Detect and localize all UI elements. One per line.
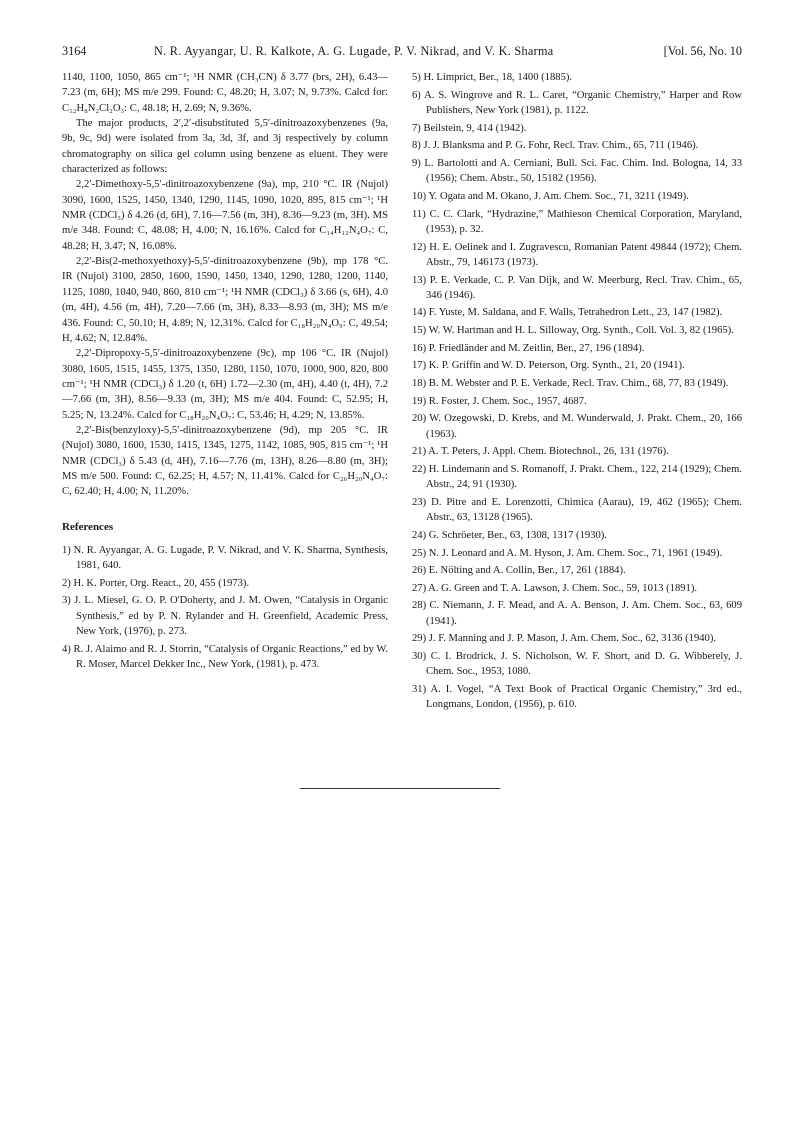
compound-9c-paragraph: 2,2′-Dipropoxy-5,5′-dinitroazoxybenzene (9c), mp 106 °C. IR (Nujol) 3080, 1605, 1515, 1455, 1375, 1350, 1280, 1150, 1070, 1000, 900, 820, 800 cm⁻¹; ¹H NMR (CDCl₃) δ 1.20 (t, 6H) 1.72—2.30 (m, 4H), 4.40 (t, 4H), 7.2—7.66 (m, 3H), 8.56—9.33 (m, 3H); MS m/e 404. Found: C, 52.95; H, 5.25; N, 13.24%. Calcd for C₁₈H₂₀N₄O₇: C, 53.46; H, 4.29; N, 13.85%. bbox=[62, 348, 388, 421]
reference-item: 4) R. J. Alaimo and R. J. Storrin, “Catalysis of Organic Reactions,” ed by W. R. Moser, Marcel Dekker Inc., New York, (1981), p. 473. bbox=[62, 643, 388, 670]
reference-item: 7) Beilstein, 9, 414 (1942). bbox=[412, 122, 527, 134]
reference-item: 26) E. Nölting and A. Collin, Ber., 17, 261 (1884). bbox=[412, 565, 626, 577]
reference-item: 6) A. S. Wingrove and R. L. Caret, “Organic Chemistry,” Harper and Row Publishers, New York (1981), p. 1122. bbox=[412, 89, 742, 116]
page-number: 3164 bbox=[62, 44, 87, 58]
compound-9d-paragraph: 2,2′-Bis(benzyloxy)-5,5′-dinitroazoxybenzene (9d), mp 205 °C. IR (Nujol) 3080, 1600, 1530, 1415, 1345, 1275, 1142, 1085, 905, 815 cm⁻¹; ¹H NMR (CDCl₃) δ 5.43 (d, 4H), 7.16—7.76 (m, 13H), 8.26—8.80 (m, 3H); MS m/e 500. Found: C, 62.25; H, 4.57; N, 11.41%. Calcd for C₂₆H₂₀N₄O₇: C, 62.40; H, 4.00; N, 11.20%. bbox=[62, 424, 388, 498]
reference-item: 14) F. Yuste, M. Saldana, and F. Walls, Tetrahedron Lett., 23, 147 (1982). bbox=[412, 307, 723, 319]
references-heading: References bbox=[62, 520, 114, 533]
reference-item: 24) G. Schröeter, Ber., 63, 1308, 1317 (1930). bbox=[412, 529, 607, 541]
reference-item: 13) P. E. Verkade, C. P. Van Dijk, and W. Meerburg, Recl. Trav. Chim., 65, 346 (1946). bbox=[412, 274, 742, 301]
body-paragraph: The major products, 2′,2′-disubstituted 5,5′-dinitroazoxybenzenes (9a, 9b, 9c, 9d) were isolated from 3a, 3d, 3f, and 3j respectively by column chromatography on silica gel column using benzene as eluent. They were characterized as follows: bbox=[62, 118, 388, 176]
compound-9a-paragraph: 2,2′-Dimethoxy-5,5′-dinitroazoxybenzene (9a), mp, 210 °C. IR (Nujol) 3090, 1600, 1525, 1450, 1340, 1290, 1145, 1090, 1020, 895, 815 cm⁻¹; ¹H NMR (CDCl₃) δ 4.26 (d, 6H), 7.16—7.56 (m, 3H), 8.36—9.23 (m, 3H). MS m/e 348. Found: C, 48.08; H, 4.00; N, 16.16%. Calcd for C₁₄H₁₂N₄O₇: C, 48.28; H, 3.47; N, 16.08%. bbox=[62, 179, 388, 252]
reference-item: 11) C. C. Clark, “Hydrazine,” Mathieson Chemical Corporation, Maryland, (1953), p. 32. bbox=[412, 208, 742, 235]
reference-item: 25) N. J. Leonard and A. M. Hyson, J. Am. Chem. Soc., 71, 1961 (1949). bbox=[412, 547, 723, 559]
reference-item: 9) L. Bartolotti and A. Cerniani, Bull. Sci. Fac. Chim. Ind. Bologna, 14, 33 (1956); Chem. Abstr., 50, 15182 (1956). bbox=[412, 157, 742, 185]
reference-item: 15) W. W. Hartman and H. L. Silloway, Org. Synth., Coll. Vol. 3, 82 (1965). bbox=[412, 325, 734, 337]
reference-item: 5) H. Limprict, Ber., 18, 1400 (1885). bbox=[412, 72, 573, 83]
page-header bbox=[62, 44, 742, 62]
reference-item: 29) J. F. Manning and J. P. Mason, J. Am. Chem. Soc., 62, 3136 (1940). bbox=[412, 633, 717, 645]
volume-issue: [Vol. 56, No. 10 bbox=[663, 44, 742, 58]
reference-item: 1) N. R. Ayyangar, A. G. Lugade, P. V. Nikrad, and V. K. Sharma, Synthesis, 1981, 640. bbox=[62, 544, 388, 572]
compound-9b-paragraph: 2,2′-Bis(2-methoxyethoxy)-5,5′-dinitroazoxybenzene (9b), mp 178 °C. IR (Nujol) 3100, 2850, 1600, 1590, 1450, 1340, 1290, 1280, 1200, 1140, 1125, 1080, 1040, 940, 860, 810 cm⁻¹; ¹H NMR (CDCl₃) δ 3.66 (s, 6H), 4.0 (m, 4H), 4.56 (m, 4H), 7.20—7.66 (m, 3H), 8.33—8.93 (m, 3H); MS m/e 436. Found: C, 50.10; H, 4.89; N, 12.31%. Calcd for C₁₈H₂₀N₄O₉: C, 49.54; H, 4.62; N, 12.84%. bbox=[62, 256, 388, 344]
reference-item: 23) D. Pitre and E. Lorenzotti, Chimica (Aarau), 19, 462 (1965); Chem. Abstr., 63, 13128 (1965). bbox=[412, 496, 742, 524]
end-rule bbox=[300, 788, 500, 789]
right-column bbox=[412, 70, 742, 715]
running-head-authors: N. R. Ayyangar, U. R. Kalkote, A. G. Lugade, P. V. Nikrad, and V. K. Sharma bbox=[154, 44, 554, 58]
references-list-left bbox=[62, 543, 388, 672]
reference-item: 17) K. P. Griffin and W. D. Peterson, Org. Synth., 21, 20 (1941). bbox=[412, 360, 685, 372]
reference-item: 16) P. Friedländer and M. Zeitlin, Ber., 27, 196 (1894). bbox=[412, 342, 645, 354]
reference-item: 19) R. Foster, J. Chem. Soc., 1957, 4687. bbox=[412, 395, 587, 407]
reference-item: 31) A. I. Vogel, “A Text Book of Practical Organic Chemistry,” 3rd ed., Longmans, London, (1956), p. 610. bbox=[412, 684, 742, 711]
left-column bbox=[62, 70, 388, 674]
reference-item: 12) H. E. Oelinek and I. Zugravescu, Romanian Patent 49844 (1972); Chem. Abstr., 79, 146173 (1973). bbox=[412, 241, 742, 268]
reference-item: 30) C. I. Brodrick, J. S. Nicholson, W. F. Short, and D. G. Wibberely, J. Chem. Soc., 1953, 1080. bbox=[412, 651, 742, 678]
reference-item: 18) B. M. Webster and P. E. Verkade, Recl. Trav. Chim., 68, 77, 83 (1949). bbox=[412, 378, 729, 390]
reference-item: 27) A. G. Green and T. A. Lawson, J. Chem. Soc., 59, 1013 (1891). bbox=[412, 582, 698, 594]
reference-item: 3) J. L. Miesel, G. O. P. O'Doherty, and J. M. Owen, “Catalysis in Organic Synthesis,” ed by P. N. Rylander and H. Greenfield, Academic Press, New York, (1976), p. 273. bbox=[62, 595, 388, 638]
references-list-right bbox=[412, 70, 742, 713]
reference-item: 28) C. Niemann, J. F. Mead, and A. A. Benson, J. Am. Chem. Soc., 63, 609 (1941). bbox=[412, 600, 742, 627]
body-paragraph: 1140, 1100, 1050, 865 cm⁻¹; ¹H NMR (CH₃CN) δ 3.77 (brs, 2H), 6.43—7.23 (m, 6H); MS m/e 299. Found: C, 48.20; H, 3.07; N, 9.73%. Calcd for: C₁₂H₈N₂Cl₂O₃: C, 48.18; H, 2.69; N, 9.36%. bbox=[62, 72, 388, 114]
reference-item: 2) H. K. Porter, Org. React., 20, 455 (1973). bbox=[62, 577, 250, 589]
reference-item: 8) J. J. Blanksma and P. G. Fohr, Recl. Trav. Chim., 65, 711 (1946). bbox=[412, 140, 699, 152]
reference-item: 20) W. Ozegowski, D. Krebs, and M. Wunderwald, J. Prakt. Chem., 20, 166 (1963). bbox=[412, 413, 742, 440]
reference-item: 22) H. Lindemann and S. Romanoff, J. Prakt. Chem., 122, 214 (1929); Chem. Abstr., 24, 91 (1930). bbox=[412, 463, 742, 491]
reference-item: 10) Y. Ogata and M. Okano, J. Am. Chem. Soc., 71, 3211 (1949). bbox=[412, 190, 689, 202]
reference-item: 21) A. T. Peters, J. Appl. Chem. Biotechnol., 26, 131 (1976). bbox=[412, 446, 669, 458]
